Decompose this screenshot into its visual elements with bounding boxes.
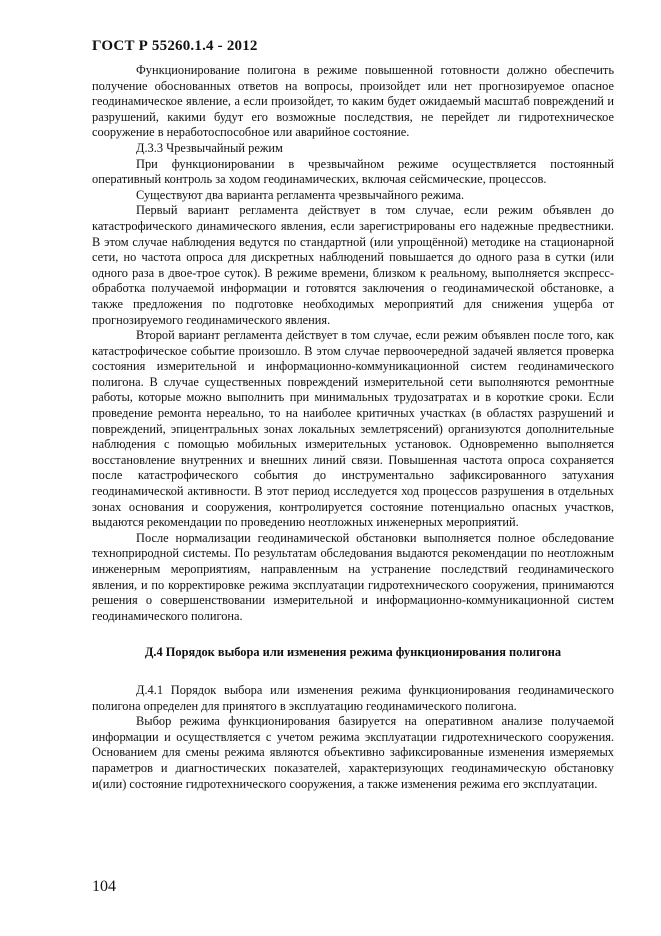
subsection-heading: Д.3.3 Чрезвычайный режим [136, 140, 283, 155]
paragraph: Функционирование полигона в режиме повышенной готовности должно обеспечить получение обоснованных ответов на вопросы, произойдет или нет прогнозируемое опасное геодинамическое явление, а если произойдет, то каким будет ожидаемый масштаб повреждений и разрушений, какими будут его возможные последствия, не перейдет ли гидротехническое сооружение в неработоспособное или аварийное состояние. [92, 63, 614, 140]
page-number: 104 [92, 878, 116, 895]
paragraph: Существуют два варианта регламента чрезвычайного режима. [136, 187, 465, 202]
paragraph: При функционировании в чрезвычайном режиме осуществляется постоянный оперативный контроль за ходом геодинамических, включая сейсмические, процессов. [92, 156, 614, 187]
body-text [92, 63, 614, 792]
standard-header: ГОСТ Р 55260.1.4 - 2012 [92, 38, 258, 54]
paragraph: Выбор режима функционирования базируется на оперативном анализе получаемой информации и осуществляется с учетом режима эксплуатации гидротехнического сооружения. Основанием для смены режима являются объективно зафиксированные изменения измеряемых параметров и диагностических показателей, характеризующих геодинамическую обстановку и(или) состояние гидротехнического сооружения, а также изменения режима его эксплуатации. [92, 714, 614, 791]
paragraph: Второй вариант регламента действует в том случае, если режим объявлен после того, как катастрофическое событие произошло. В этом случае первоочередной задачей является проверка состояния измерительной и информационно-коммуникационной систем геодинамического полигона. В случае существенных повреждений измерительной сети выполняются ремонтные работы, которые можно выполнить при минимальных трудозатратах и в короткие сроки. Если проведение ремонта нереально, то на наиболее критичных участках (в областях разрушений и повреждений, эпицентральных зонах локальных землетрясений) организуются дополнительные наблюдения с помощью мобильных измерительных установок. Одновременно выполняется восстановление внутренних и внешних линий связи. Повышенная частота опроса сохраняется после катастрофического события до инструментально зафиксированного затухания геодинамической активности. В этот период исследуется ход процессов разрушения в отдельных зонах основания и сооружения, контролируется состояние потенциально опасных участков, выдаются рекомендации по проведению неотложных инженерных мероприятий. [92, 328, 614, 530]
section-title: Д.4 Порядок выбора или изменения режима функционирования полигона [144, 645, 562, 660]
paragraph: Д.4.1 Порядок выбора или изменения режима функционирования геодинамического полигона определен для принятого в эксплуатацию геодинамического полигона. [92, 682, 614, 713]
paragraph: После нормализации геодинамической обстановки выполняется полное обследование технoприродной системы. По результатам обследования выдаются рекомендации по неотложным инженерным мероприятиям, направленным на устранение последствий геодинамического явления, и по корректировке режима эксплуатации гидротехнического сооружения, принимаются решения о совершенствовании измерительной и информационно-коммуникационной систем геодинамического полигона. [92, 530, 614, 623]
paragraph: Первый вариант регламента действует в том случае, если режим объявлен до катастрофического динамического явления, если зарегистрированы его надежные предвестники. В этом случае наблюдения ведутся по стандартной (или упрощённой) методике на стационарной сети, но частота опроса для дискретных наблюдений повышается до одного раза в сутки (или одного раза в двое-трое суток). В режиме времени, близком к реальному, выполняется экспресс-обработка получаемой информации и готовятся заключения о геодинамической обстановке, а также предложения по подготовке необходимых мероприятий для снижения ущерба от прогнозируемого геодинамического явления. [92, 203, 614, 327]
